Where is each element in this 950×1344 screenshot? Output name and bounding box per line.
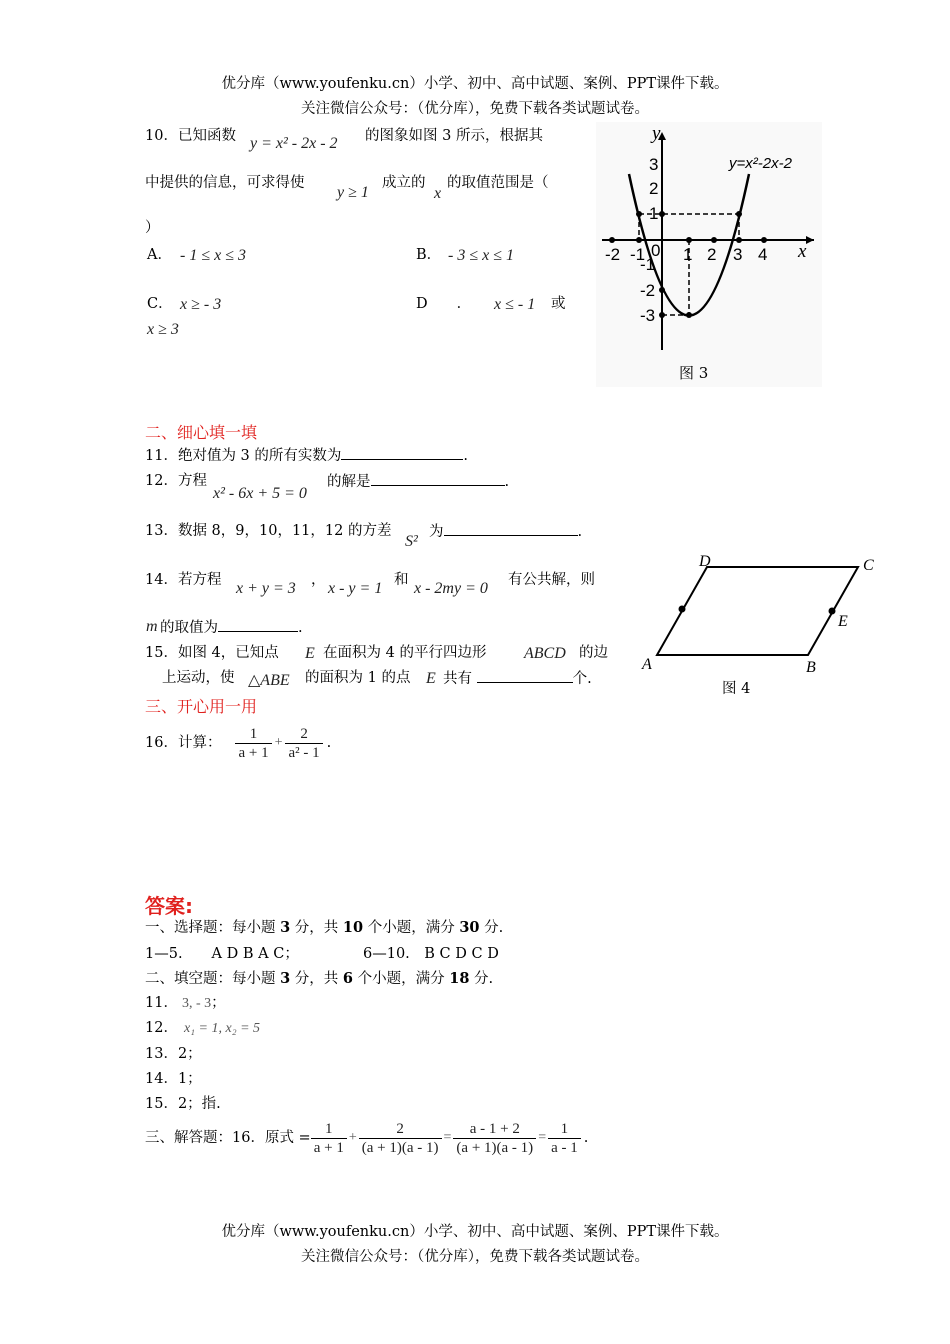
a16-fraction-2 — [359, 1120, 442, 1157]
footer-line-2: 关注微信公众号：（优分库），免费下载各类试题试卷。 — [301, 1249, 649, 1265]
bold-num: 30 — [459, 919, 480, 936]
text: 个小题，满分 — [363, 920, 460, 936]
answer-16 — [145, 1115, 588, 1161]
question-13 — [429, 521, 582, 542]
answers-line-2-a: 1—5. A D B A C； — [145, 946, 299, 962]
q12-answer-blank[interactable] — [371, 471, 505, 486]
q14-text-2: 有公共解，则 — [508, 572, 595, 588]
q16-end: . — [326, 735, 332, 751]
text: 分. — [469, 971, 494, 987]
q15-text-3: 的边 — [579, 645, 608, 661]
q10-option-c: x ≥ - 3 — [180, 296, 222, 313]
question-14-answer — [160, 617, 303, 638]
q16-fraction-2 — [285, 725, 322, 762]
header-line-2: 关注微信公众号：（优分库），免费下载各类试题试卷。 — [301, 101, 649, 117]
section-3-title: 三、开心用一用 — [145, 697, 258, 716]
axis-points — [609, 211, 767, 318]
bold-num: 18 — [449, 970, 470, 987]
question-12 — [327, 471, 509, 492]
numerator: 1 — [548, 1120, 581, 1139]
q15-point-e: E — [305, 645, 315, 662]
question-15-answer — [443, 668, 592, 689]
label-c: C — [863, 557, 874, 574]
numerator: 2 — [359, 1120, 442, 1139]
q16-text: 16．计算： — [145, 735, 222, 751]
answer-13: 13．2； — [145, 1046, 202, 1062]
a16-fraction-1 — [311, 1120, 347, 1157]
q10-function: y = x² - 2x - 2 — [250, 135, 338, 152]
label-a: A — [642, 656, 652, 673]
q14-eq-1: x + y = 3 — [236, 580, 296, 597]
q14-end: . — [298, 620, 303, 636]
q16-f2-denominator: a² - 1 — [288, 744, 320, 761]
label-d: D — [699, 553, 711, 570]
q16-fraction-1 — [235, 725, 271, 762]
q10-option-c-label: C． — [147, 296, 173, 312]
section-2-title: 二、细心填一填 — [145, 423, 258, 442]
y-tick: 3 — [649, 155, 659, 174]
q12-text-2: 的解是 — [327, 474, 371, 490]
y-tick: -3 — [640, 306, 656, 325]
label-b: B — [806, 659, 816, 676]
equals: = — [538, 1130, 547, 1145]
denominator: a + 1 — [313, 1139, 344, 1156]
q14-eq-2: x - y = 1 — [328, 580, 383, 597]
q10-paren-close: ） — [145, 220, 160, 236]
numerator: 1 — [311, 1120, 347, 1139]
text: 二、填空题：每小题 — [145, 971, 281, 987]
bold-num: 10 — [342, 919, 364, 936]
q10-option-d: x ≤ - 1 — [494, 296, 536, 313]
footer-line-1: 优分库（www.youfenku.cn）小学、初中、高中试题、案例、PPT课件下载。 — [221, 1224, 729, 1240]
answer-15: 15．2；指. — [145, 1096, 221, 1112]
point-on-ad — [679, 606, 686, 613]
q11-text: 11．绝对值为 3 的所有实数为 — [145, 448, 342, 464]
q13-answer-blank[interactable] — [444, 521, 578, 536]
q15-end: 个. — [572, 671, 592, 687]
answers-line-1 — [145, 918, 503, 938]
point-e — [829, 608, 836, 615]
q12-equation: x² - 6x + 5 = 0 — [213, 485, 307, 502]
header-line-1: 优分库（www.youfenku.cn）小学、初中、高中试题、案例、PPT课件下载。 — [221, 76, 729, 92]
denominator: (a + 1)(a - 1) — [361, 1139, 439, 1156]
q15-text: 15．如图 4，已知点 — [145, 645, 279, 661]
q10-condition: y ≥ 1 — [337, 184, 369, 201]
q10-text-4: 的取值范围是（ — [447, 175, 549, 191]
equals: = — [443, 1130, 452, 1145]
a16-fraction-4 — [548, 1120, 581, 1157]
label: 11． — [145, 995, 178, 1011]
x-tick: 0 — [651, 241, 661, 260]
denominator: (a + 1)(a - 1) — [456, 1139, 534, 1156]
q10-var: x — [434, 185, 442, 202]
q15-triangle: △ABE — [248, 672, 290, 689]
x-tick: 3 — [733, 245, 743, 264]
q14-sep: ， — [311, 572, 326, 588]
x-axis-arrow — [806, 236, 814, 244]
q10-option-d-2: x ≥ 3 — [147, 321, 179, 338]
text: 分，共 — [290, 920, 343, 936]
q12-end: . — [504, 474, 510, 490]
end: ； — [211, 995, 226, 1011]
q16-f2-numerator: 2 — [285, 725, 322, 744]
a16-label: 三、解答题：16．原式 = — [145, 1130, 311, 1146]
q10-option-d-label: D ． — [416, 296, 472, 312]
text: 分，共 — [290, 971, 343, 987]
y-tick: -2 — [640, 281, 656, 300]
q10-option-d-or: 或 — [551, 296, 566, 312]
q13-end: . — [577, 524, 583, 540]
x-tick: 2 — [707, 245, 717, 264]
answers-line-2-b: 6—10. B C D C D — [363, 946, 499, 962]
answer-14: 14．1； — [145, 1071, 202, 1087]
bold-num: 3 — [280, 919, 291, 936]
figure-3 — [596, 122, 822, 387]
q14-eq-3: x - 2my = 0 — [414, 580, 488, 597]
text: 分. — [479, 920, 504, 936]
x-tick: -1 — [630, 245, 646, 264]
q10-option-b-label: B． — [416, 247, 442, 263]
curve-label: y=x²-2x-2 — [729, 155, 792, 172]
q15-text-5: 的面积为 1 的点 — [305, 670, 411, 686]
q15-answer-blank[interactable] — [477, 668, 573, 683]
figure-3-caption: 图 3 — [679, 364, 709, 382]
x-tick: 4 — [758, 245, 768, 264]
q13-variance: S² — [405, 533, 418, 550]
plus: + — [348, 1130, 357, 1145]
y-tick: 1 — [649, 204, 659, 223]
q10-text-1: 的图象如图 3 所示，根据其 — [365, 128, 543, 144]
q12-text: 12．方程 — [145, 473, 207, 489]
figure-4 — [636, 552, 882, 702]
value: x₁ = 1, x₂ = 5 — [183, 1021, 261, 1036]
q14-and: 和 — [394, 572, 409, 588]
figure-4-graph — [636, 552, 882, 702]
end: . — [583, 1130, 589, 1146]
bold-num: 3 — [280, 970, 291, 987]
q14-answer-blank[interactable] — [218, 617, 298, 632]
a16-fraction-3 — [453, 1120, 536, 1157]
x-tick: 1 — [683, 245, 693, 264]
q10-option-a: - 1 ≤ x ≤ 3 — [180, 247, 246, 264]
q15-abcd: ABCD — [524, 645, 566, 662]
q10-option-a-label: A． — [147, 247, 172, 263]
label: 12． — [145, 1020, 178, 1036]
x-tick: -2 — [605, 245, 621, 264]
denominator: a - 1 — [551, 1139, 578, 1156]
q10-num: 10．已知函数 — [145, 128, 236, 144]
label-e: E — [838, 613, 848, 630]
y-tick: 2 — [649, 179, 659, 198]
q14-var-m: m — [146, 618, 158, 635]
question-11 — [145, 445, 468, 466]
answers-line-3 — [145, 969, 493, 989]
q13-text: 13．数据 8，9，10，11，12 的方差 — [145, 523, 392, 539]
q11-end: . — [463, 448, 469, 464]
q16-f1-denominator: a + 1 — [238, 744, 269, 761]
q15-point-e-2: E — [426, 670, 436, 687]
bold-num: 6 — [342, 970, 354, 987]
q11-answer-blank[interactable] — [341, 445, 463, 460]
q16-f1-numerator: 1 — [235, 725, 271, 744]
q10-text-3: 成立的 — [382, 175, 426, 191]
q15-text-4: 上运动，使 — [162, 670, 235, 686]
answer-12 — [145, 1018, 260, 1039]
figure-3-graph — [596, 122, 822, 387]
figure-4-caption: 图 4 — [722, 681, 751, 697]
x-axis-label: x — [798, 241, 807, 262]
q15-text-2: 在面积为 4 的平行四边形 — [323, 645, 487, 661]
question-16 — [145, 717, 331, 769]
q16-plus: + — [274, 735, 283, 750]
answer-11 — [145, 993, 226, 1014]
text: 一、选择题：每小题 — [145, 920, 281, 936]
answers-title: 答案: — [145, 894, 193, 918]
y-axis-label: y — [652, 123, 661, 144]
q14-text-3: 的取值为 — [160, 620, 218, 636]
parallelogram-abcd — [657, 567, 858, 655]
q15-text-6: 共有 — [443, 671, 472, 687]
text: 个小题，满分 — [353, 971, 450, 987]
q10-option-b: - 3 ≤ x ≤ 1 — [448, 247, 514, 264]
q14-text: 14．若方程 — [145, 572, 222, 588]
value: 3, - 3 — [181, 996, 212, 1011]
numerator: a - 1 + 2 — [453, 1120, 536, 1139]
q13-text-2: 为 — [429, 524, 444, 540]
q10-text-2: 中提供的信息，可求得使 — [145, 175, 305, 191]
y-tick: -1 — [640, 255, 656, 274]
